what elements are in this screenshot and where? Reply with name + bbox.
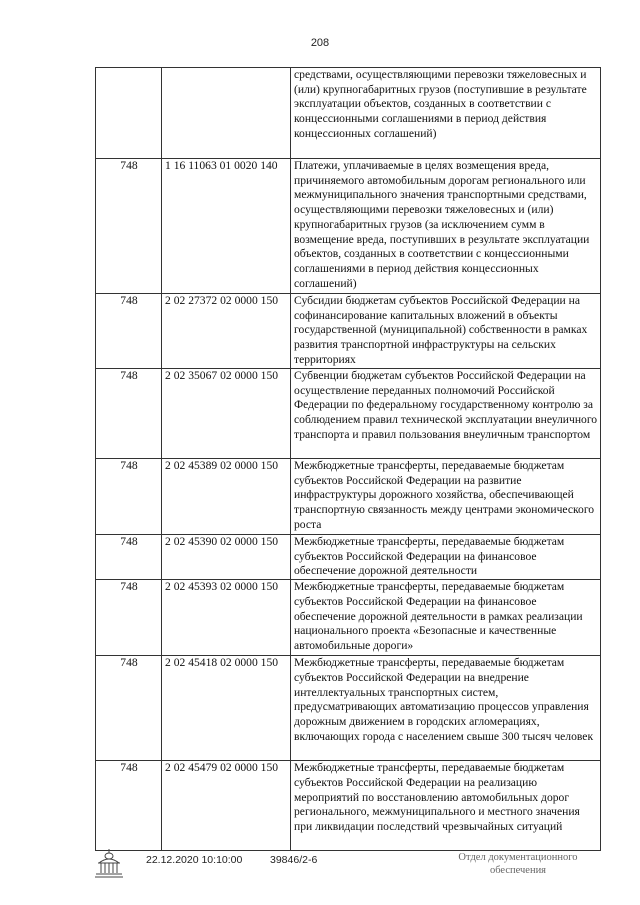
budget-code-cell: 2 02 27372 02 0000 150 <box>162 294 291 369</box>
budget-code-cell: 2 02 45418 02 0000 150 <box>162 656 291 761</box>
description-cell: Субсидии бюджетам субъектов Российской Федерации на софинансирование капитальных вложений в объекты государственной (муниципальной) собственности в рамках развития транспортной инфраструктуры на сельских территориях <box>291 294 601 369</box>
building-emblem-icon <box>92 847 126 881</box>
table-row <box>96 535 601 580</box>
budget-code-cell <box>162 68 291 159</box>
admin-code-cell: 748 <box>96 535 162 580</box>
department-line: обеспечения <box>489 865 547 876</box>
page-number: 208 <box>310 37 330 49</box>
stamp-date: 22.12.2020 10:10:00 <box>146 854 243 866</box>
admin-code-cell: 748 <box>96 580 162 656</box>
budget-code-cell: 1 16 11063 01 0020 140 <box>162 159 291 294</box>
budget-code-cell: 2 02 35067 02 0000 150 <box>162 369 291 459</box>
table-row <box>96 761 601 851</box>
description-cell: Межбюджетные трансферты, передаваемые бюджетам субъектов Российской Федерации на внедрение интеллектуальных транспортных систем, предусматривающих автоматизацию процессов управления дорожным движением в городских агломерациях, включающих города с населением свыше 300 тысяч человек <box>291 656 601 761</box>
table-row <box>96 294 601 369</box>
description-cell: Межбюджетные трансферты, передаваемые бюджетам субъектов Российской Федерации на развитие инфраструктуры дорожного хозяйства, обеспечивающей транспортную связанность между центрами экономического роста <box>291 459 601 535</box>
table-row <box>96 656 601 761</box>
description-cell: Субвенции бюджетам субъектов Российской Федерации на осуществление переданных полномочий Российской Федерации по федеральному государственному контролю за соблюдением правил технической эксплуатации внеуличного транспорта и правил пользования внеуличным транспортом <box>291 369 601 459</box>
table-row <box>96 159 601 294</box>
budget-code-cell: 2 02 45393 02 0000 150 <box>162 580 291 656</box>
department-stamp <box>423 851 613 877</box>
admin-code-cell: 748 <box>96 656 162 761</box>
budget-codes-table <box>95 67 601 851</box>
budget-code-cell: 2 02 45389 02 0000 150 <box>162 459 291 535</box>
table-row <box>96 459 601 535</box>
table-row <box>96 68 601 159</box>
admin-code-cell: 748 <box>96 369 162 459</box>
budget-code-cell: 2 02 45390 02 0000 150 <box>162 535 291 580</box>
admin-code-cell: 748 <box>96 761 162 851</box>
page-footer <box>88 845 608 895</box>
description-cell: средствами, осуществляющими перевозки тяжеловесных и (или) крупногабаритных грузов (поступившие в результате эксплуатации объектов, созданных в соответствии с концессионными соглашениями в период действия концессионных соглашений) <box>291 68 601 159</box>
department-line: Отдел документационного <box>458 852 578 863</box>
description-cell: Платежи, уплачиваемые в целях возмещения вреда, причиняемого автомобильным дорогам регионального или межмуниципального значения транспортными средствами, осуществляющими перевозки тяжеловесных и (или) крупногабаритных грузов (за исключением сумм в возмещение вреда, поступивших в результате эксплуатации объектов, созданных в соответствии с концессионными соглашениями в период действия концессионных соглашений) <box>291 159 601 294</box>
admin-code-cell: 748 <box>96 159 162 294</box>
admin-code-cell <box>96 68 162 159</box>
admin-code-cell: 748 <box>96 294 162 369</box>
admin-code-cell: 748 <box>96 459 162 535</box>
document-number: 39846/2-6 <box>270 854 318 866</box>
description-cell: Межбюджетные трансферты, передаваемые бюджетам субъектов Российской Федерации на финансовое обеспечение дорожной деятельности <box>291 535 601 580</box>
budget-code-cell: 2 02 45479 02 0000 150 <box>162 761 291 851</box>
table-row <box>96 369 601 459</box>
table-row <box>96 580 601 656</box>
description-cell: Межбюджетные трансферты, передаваемые бюджетам субъектов Российской Федерации на финансовое обеспечение дорожной деятельности в рамках реализации национального проекта «Безопасные и качественные автомобильные дороги» <box>291 580 601 656</box>
description-cell: Межбюджетные трансферты, передаваемые бюджетам субъектов Российской Федерации на реализацию мероприятий по восстановлению автомобильных дорог регионального, межмуниципального и местного значения при ликвидации последствий чрезвычайных ситуаций <box>291 761 601 851</box>
